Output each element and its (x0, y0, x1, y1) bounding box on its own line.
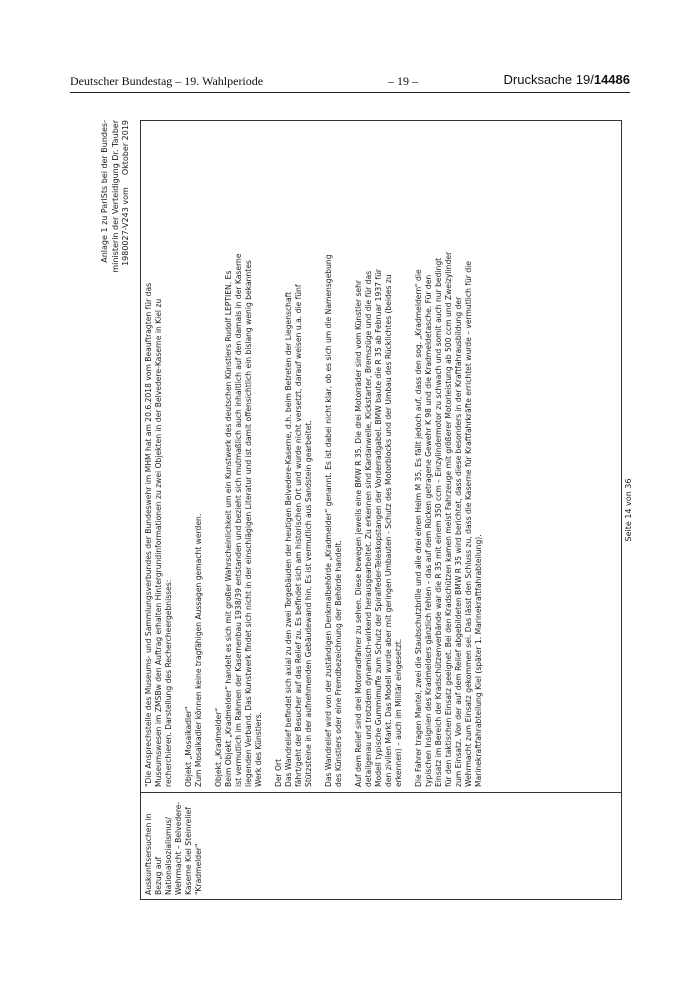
subject-cell (141, 792, 621, 899)
subject-text: Auskunftsersuchen in Bezug auf Nationalsozialismus/ Wehrmacht – Belvedere-Kaserne Kiel Steinrelief "Kradmelder" (144, 801, 203, 895)
header-page-number: – 19 – (388, 74, 418, 88)
header-doc-label: Drucksache (503, 72, 573, 87)
text-line: Der Ort (274, 758, 283, 787)
text-line: ist vermutlich im Rahmen der Kasernenbau 1938/39 entstanden und bezieht sich mutmaßlich auch inhaltlich auf den damals in der Kaserne (234, 253, 243, 787)
text-line: Die Fahrer tragen Mantel, zwei die Staubschutzbrille und alle drei einen Helm M 35. Es fällt jedoch auf, dass den sog. „Kradmeldern“ die (414, 269, 423, 787)
paragraph-relief (354, 126, 404, 787)
paragraph-kradmelder (214, 126, 264, 787)
content-cell (141, 121, 621, 792)
paragraph-fahrer (414, 126, 484, 787)
annex-note (100, 120, 132, 350)
text-line: liegenden Verband. Das Kunstwerk findet sich nicht in der einschlägigen Literatur und ist damit offensichtlich ein bislang wenig bekanntes (244, 260, 253, 787)
annex-line-2: ministerin der Verteidigung Dr. Tauber (110, 120, 120, 273)
text-line: Wehrmacht zum Einsatz gekommen sei. Das lässt den Schluss zu, dass die Kaserne für Kraftfahrkräfte errichtet wurde – vermutlich für die (464, 261, 473, 787)
text-line: typischen Insignien des Kradmelders gänzlich fehlen – das auf dem Rücken getragene Gewehr K 98 und die Kradmeldetasche. Für den (424, 274, 433, 787)
paragraph-denkmalbehoerde (324, 126, 344, 787)
annex-line-1: Anlage 1 zu ParlSts bei der Bundes- (100, 120, 109, 263)
text-line: Stützsteine in der aufnehmenden Gebäudewand hin. Es ist vermutlich aus Sandstein gearbeitet. (304, 420, 313, 787)
paragraph-ort (274, 126, 314, 787)
text-line: Objekt „Kradmelder“ (214, 707, 223, 787)
text-line: Objekt „Mosaikadler“ (184, 706, 193, 787)
text-line: den zivilen Markt. Das Modell wurde aber mit geringen Umbauten - Schutz des Motorblocks und der Umbau des Rücklichtes (beides zu (384, 274, 393, 787)
header-publication: Deutscher Bundestag – 19. Wahlperiode (70, 74, 264, 88)
text-line: Beim Objekt „Kradmelder“ handelt es sich mit großer Wahrscheinlichkeit um ein Kunstwerk des deutschen Künstlers Rudolf LEPTIEN. Es (224, 270, 233, 787)
scan-page-number: Seite 14 von 36 (624, 478, 633, 542)
header-document-number (504, 72, 631, 87)
annex-date: Oktober 2019 (121, 120, 130, 176)
text-line: des Künstlers oder eine Fremdbezeichnung der Behörde handelt. (334, 540, 343, 787)
text-line: Marinekraftfahrabteilung Kiel (später 1. Marinekraftfahrabteilung). (474, 534, 483, 787)
rotated-scan (100, 120, 640, 900)
text-line: Werk des Künstlers. (254, 712, 263, 787)
paragraph-intro (144, 126, 174, 787)
header-rule (70, 92, 630, 93)
paragraph-mosaikadler (184, 126, 204, 787)
text-line: detailgenau und trotzdem dynamisch-wirkend herausgearbeitet. Zu erkennen sind Kardanwelle, Kickstarter, Bremszüge und die für das (364, 270, 373, 787)
page-header (70, 72, 630, 90)
text-line: erkennen) – auch im Militär eingesetzt. (394, 638, 403, 787)
content-table (140, 120, 622, 900)
header-doc-number: 14486 (593, 72, 630, 87)
text-line: für den taktischen Einsatz geeignet. Bei den Kradschützen kamen meist Fahrzeuge mit größerer Motorleistung ab 500 ccm und Zweizylinder (444, 251, 453, 787)
text-line: Museumswesen im ZMSBw den Auftrag erhalten Hintergrundinformationen zu zwei Objekten in der Belvedere-Kaserne in Kiel zu (154, 298, 163, 787)
text-line: Einsatz im Bereich der Kradschützenverbände war die R 35 mit einem 350 ccm – Einzylindermotor zu schwach und somit auch nur bedingt (434, 257, 443, 787)
text-line: Zum Mosaikadler können keine tragfähigen Aussagen gemacht werden. (194, 513, 203, 787)
text-line: Auf dem Relief sind drei Motorradfahrer zu sehen. Diese bewegen jeweils eine BMW R 35. Die drei Motorräder sind vom Künstler sehr (354, 279, 363, 787)
text-line: "Die Ansprechstelle des Museums- und Sammlungsverbundes der Bundeswehr im MHM hat am 20.6.2018 vom Beauftragten für das (144, 282, 153, 787)
annex-ref: 1980027-V243 vom (121, 187, 130, 266)
annex-ref-row (121, 120, 132, 350)
text-line: Das Wandrelief wird von der zuständigen Denkmalbehörde „Kradmelder“ genannt. Es ist dabei nicht klar, ob es sich um die Namensgebung (324, 254, 333, 787)
text-line: recherchieren. Darstellung des Rechercheergebnisses: (164, 579, 173, 787)
text-line: fährt/geht der Besucher auf das Relief zu. Es befindet sich am historischen Ort und wurde nicht versetzt, darauf weisen u.a. die fünf (294, 284, 303, 787)
header-doc-prefix: 19/ (575, 72, 594, 87)
text-line: Das Wandrelief befindet sich axial zu den zwei Torgebäuden der heutigen Belvedere-Kaserne, d.h. beim Betreten der Liegenschaft (284, 291, 293, 787)
text-line: Modell typische Gummimuffe zum Schutz der Spiralfeder-Teleskopstangen der Vorderradgabel. BMW baute die R 35 ab Februar 1937 für (374, 268, 383, 787)
text-line: zum Einsatz. Von der auf dem Relief abgebildeten BMW R 35 wird berichtet, dass diese besonders in der Kraftfahrausbildung der (454, 296, 463, 787)
